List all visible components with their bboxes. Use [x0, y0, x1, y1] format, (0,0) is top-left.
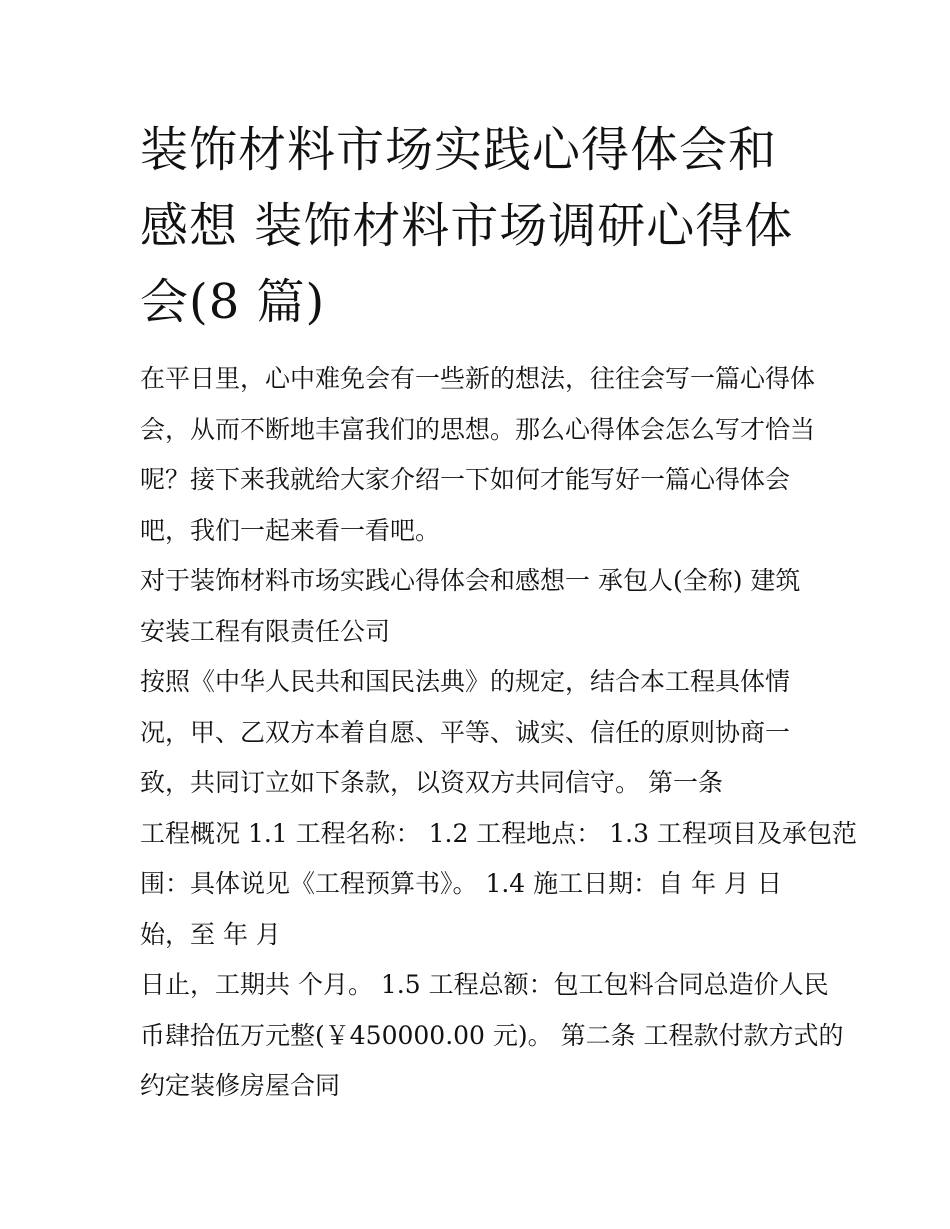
legal-basis-paragraph [140, 657, 820, 809]
text-line: 呢？接下来我就给大家介绍一下如何才能写好一篇心得体会 [140, 465, 791, 494]
text-line: 按照《中华人民共和国民法典》的规定，结合本工程具体情 [140, 667, 791, 696]
text-line: 工程概况 1.1 工程名称： 1.2 工程地点： 1.3 工程项目及承包范 [140, 818, 857, 848]
title-line: 装饰材料市场实践心得体会和 [140, 122, 778, 178]
text-line: 日止，工期共 个月。 1.5 工程总额：包工包料合同总造价人民 [140, 970, 829, 999]
contract-amount-paragraph [140, 960, 844, 1112]
document-body [140, 354, 857, 1112]
text-line: 致，共同订立如下条款，以资双方共同信守。 第一条 [140, 768, 723, 797]
text-line: 币肆拾伍万元整(￥450000.00 元)。 第二条 工程款付款方式的 [140, 1020, 844, 1050]
title-line: 会(8 篇) [140, 274, 326, 330]
text-line: 对于装饰材料市场实践心得体会和感想一 承包人(全称) 建筑 [140, 566, 801, 595]
text-line: 始，至 年 月 [140, 919, 281, 949]
intro-paragraph [140, 354, 820, 556]
document-title [140, 112, 820, 340]
text-line: 吧，我们一起来看一看吧。 [140, 515, 441, 545]
document-page [140, 112, 857, 1112]
text-line: 在平日里，心中难免会有一些新的想法，往往会写一篇心得体 [140, 364, 816, 393]
title-line: 感想 装饰材料市场调研心得体 [140, 198, 794, 254]
project-overview-paragraph [140, 809, 857, 961]
text-line: 安装工程有限责任公司 [140, 616, 391, 646]
contractor-paragraph [140, 556, 820, 657]
text-line: 约定装修房屋合同 [140, 1071, 341, 1100]
text-line: 会，从而不断地丰富我们的思想。那么心得体会怎么写才恰当 [140, 414, 816, 444]
text-line: 况，甲、乙双方本着自愿、平等、诚实、信任的原则协商一 [140, 717, 791, 747]
text-line: 围：具体说见《工程预算书》。 1.4 施工日期：自 年 月 日 [140, 869, 782, 898]
